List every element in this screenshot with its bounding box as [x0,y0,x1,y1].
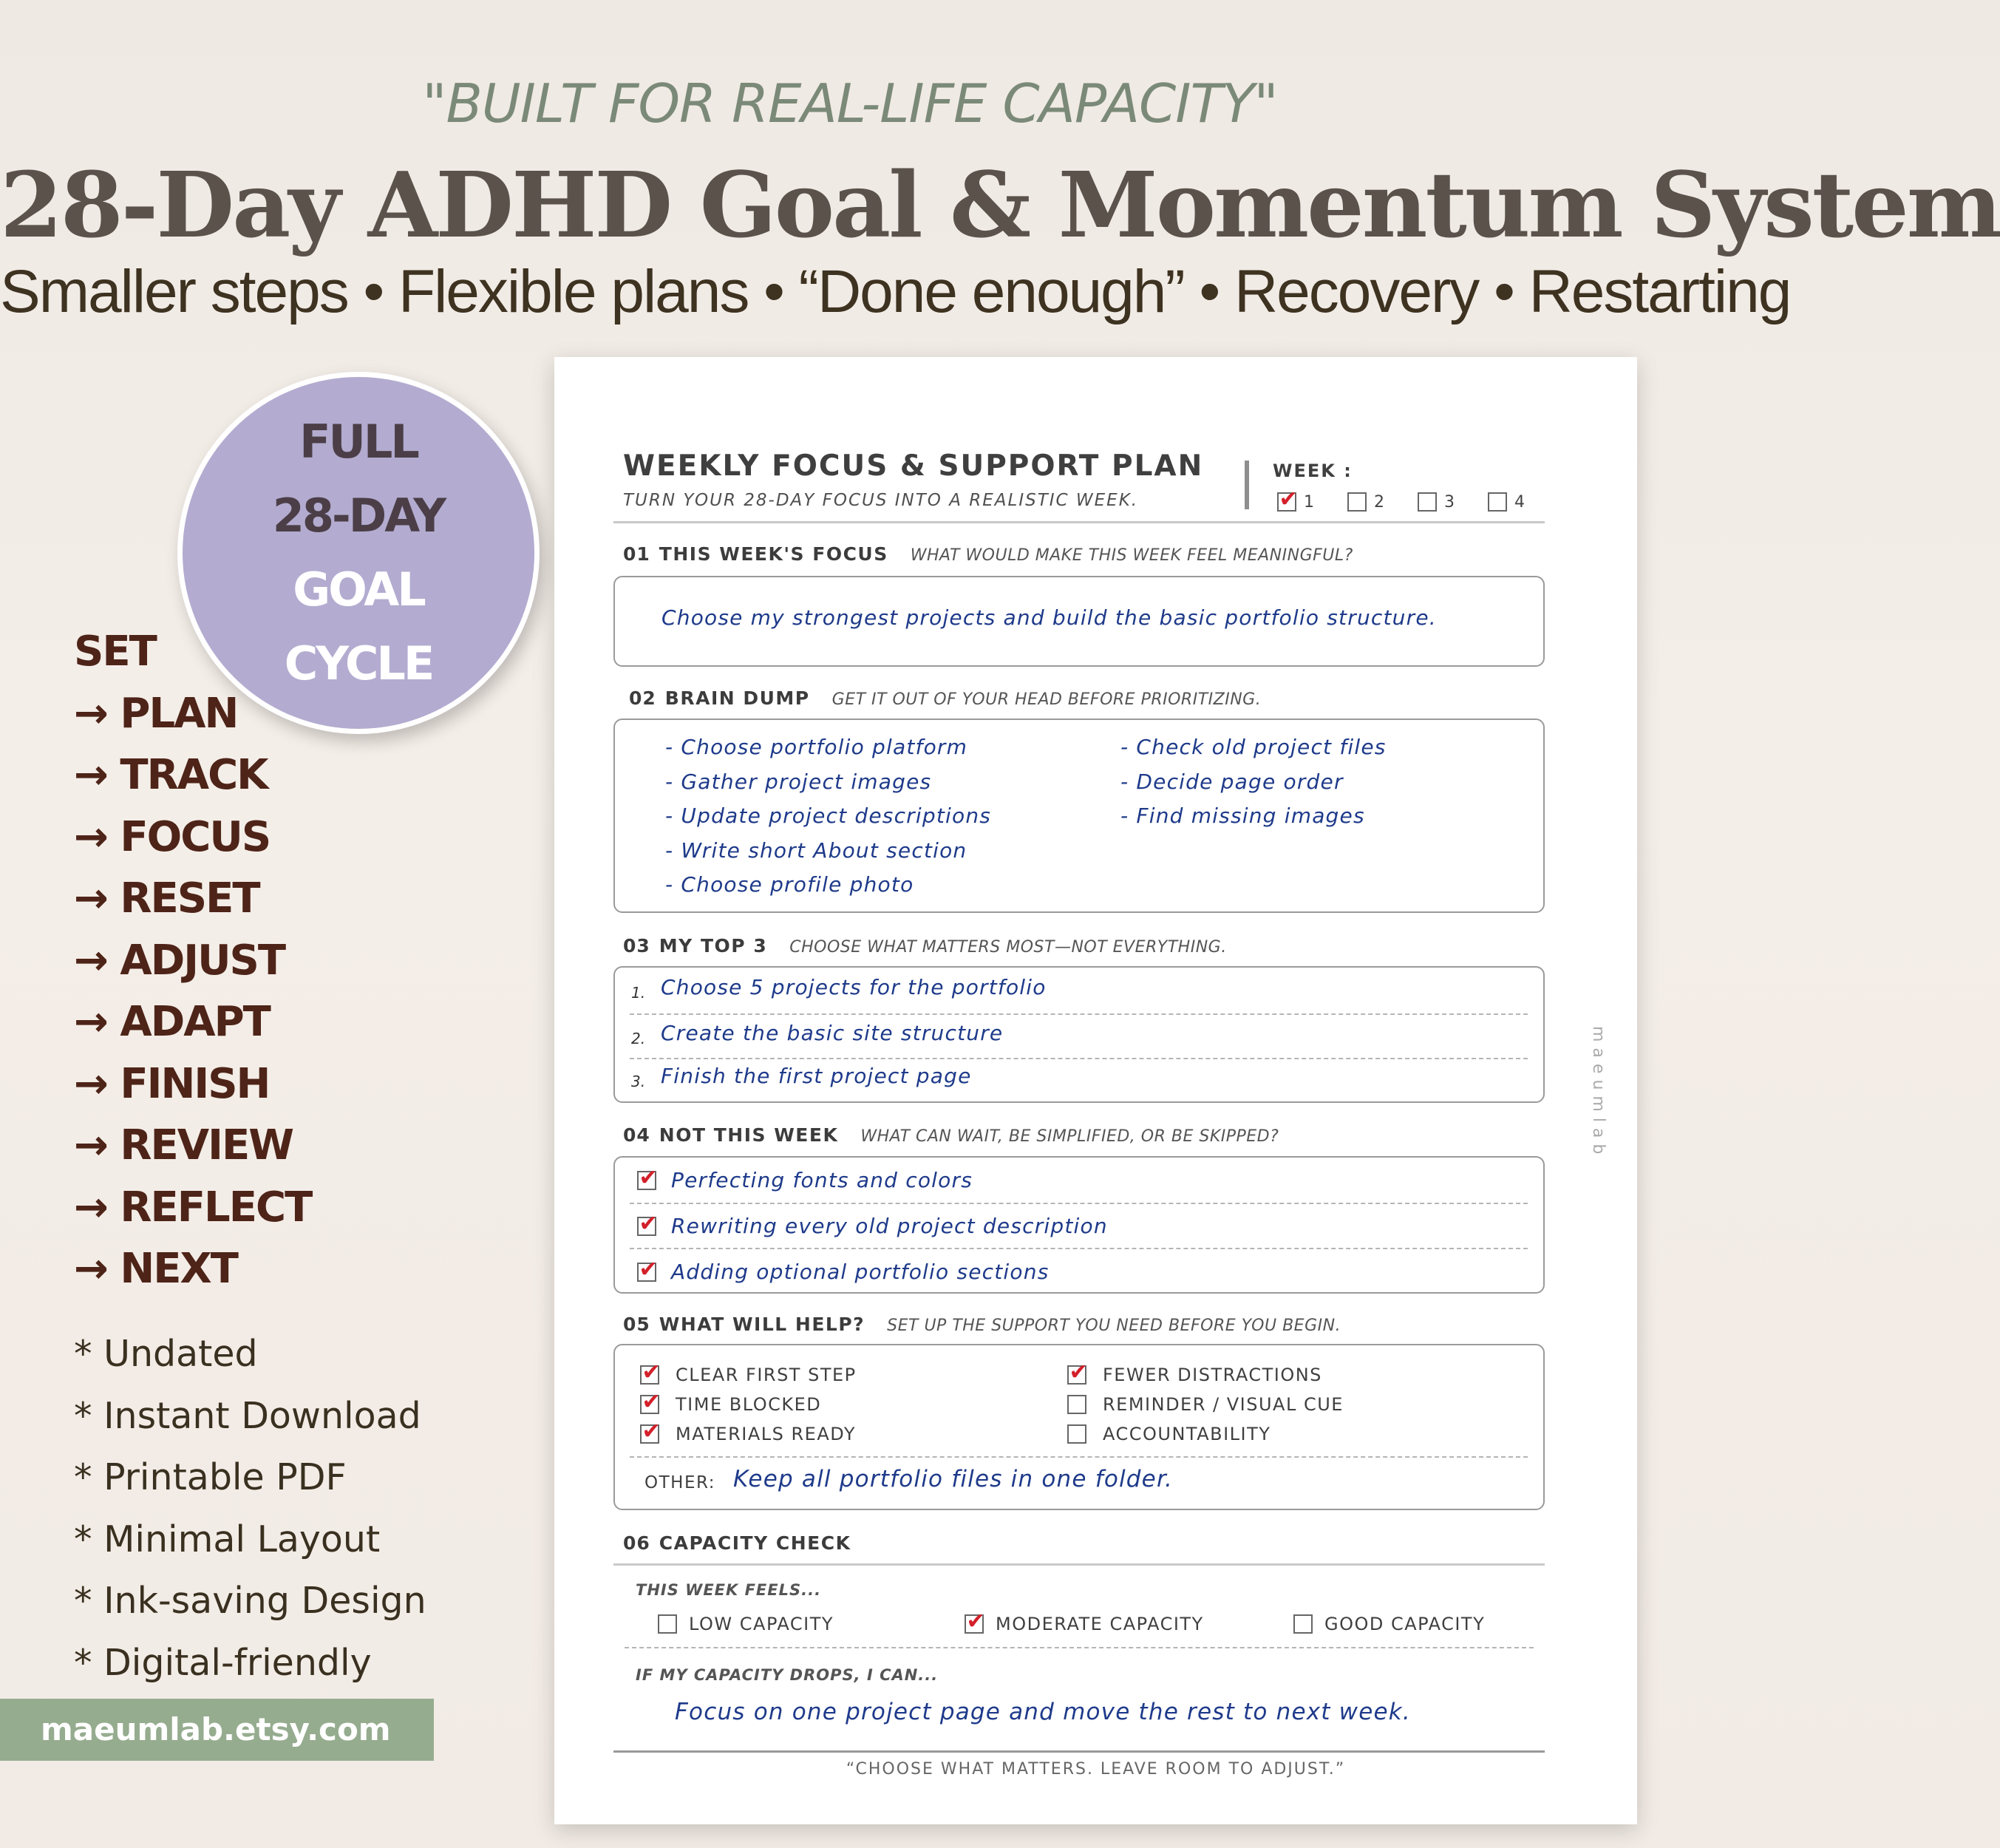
week-option[interactable] [1488,492,1558,512]
section-header-what-will-help [623,1314,1341,1335]
other-label: OTHER: [644,1473,716,1492]
capacity-option[interactable] [965,1608,1204,1634]
week-option[interactable] [1418,492,1488,512]
brain-dump-item: - Check old project files [1120,735,1387,759]
capacity-label: MODERATE CAPACITY [996,1614,1204,1634]
top3-number: 3. [631,1073,646,1090]
checkbox[interactable] [1293,1614,1313,1634]
section-number: 05 [623,1314,650,1335]
checkmark-icon: ✔ [642,1389,661,1415]
brain-dump-item: - Write short About section [665,838,967,863]
top3-number: 2. [631,1030,646,1047]
top3-row [630,1058,1528,1102]
support-option[interactable] [640,1390,857,1419]
footer-rule [613,1750,1545,1753]
step-item: → ADJUST [74,936,285,985]
capacity-option[interactable] [658,1614,834,1634]
checkbox[interactable] [1067,1359,1088,1385]
top3-number: 1. [631,984,646,1002]
top3-box[interactable] [613,966,1545,1103]
section-header-brain-dump [629,687,1261,709]
support-label: ACCOUNTABILITY [1103,1424,1271,1444]
week-number: 2 [1374,492,1384,512]
top3-text: Finish the first project page [661,1064,972,1088]
week-number: 4 [1514,492,1525,512]
section-hint: CHOOSE WHAT MATTERS MOST—NOT EVERYTHING. [789,938,1227,957]
other-text: Keep all portfolio files in one folder. [733,1466,1174,1492]
checkmark-icon: ✔ [639,1256,658,1283]
cycle-steps [74,621,311,1300]
checkmark-icon: ✔ [639,1164,658,1191]
not-this-week-box[interactable] [613,1156,1545,1294]
section-title: CAPACITY CHECK [659,1532,851,1554]
support-option[interactable] [1067,1390,1344,1419]
section-title: THIS WEEK'S FOCUS [659,543,888,565]
badge-line: FULL [299,415,418,469]
section-title: WHAT WILL HELP? [659,1314,865,1335]
step-item: → FOCUS [74,812,271,861]
step-item: → REVIEW [74,1121,293,1169]
checkmark-icon: ✔ [966,1608,985,1634]
step-item: SET [74,628,156,676]
feature-item: * Undated [74,1333,258,1375]
feature-item: * Minimal Layout [74,1518,381,1560]
checkbox[interactable] [1277,486,1298,512]
checkbox[interactable] [637,1256,658,1283]
brain-dump-item: - Gather project images [665,769,932,794]
feature-item: * Ink-saving Design [74,1580,426,1622]
planner-sheet [554,357,1637,1824]
top3-text: Choose 5 projects for the portfolio [661,975,1047,999]
capacity-label: LOW CAPACITY [689,1614,834,1634]
week-label: WEEK : [1273,461,1353,481]
step-item: → RESET [74,874,259,923]
section-header-focus [623,543,1353,565]
step-item: → ADAPT [74,998,270,1046]
week-selector [1277,486,1558,512]
skip-text: Perfecting fonts and colors [671,1168,973,1192]
checkmark-icon: ✔ [642,1359,661,1385]
step-item: → PLAN [74,689,238,738]
title-divider [1245,461,1249,509]
header-rule [613,521,1545,523]
top3-text: Create the basic site structure [661,1021,1004,1045]
skip-item [637,1256,1050,1284]
section-header-top3 [623,935,1227,957]
section-number: 04 [623,1124,650,1146]
tagline: "BUILT FOR REAL-LIFE CAPACITY" [422,72,1278,135]
row-divider [625,1647,1534,1648]
support-label: FEWER DISTRACTIONS [1103,1365,1322,1385]
checkbox[interactable] [1418,492,1437,512]
planner-title: WEEKLY FOCUS & SUPPORT PLAN [623,449,1204,483]
section-header-not-this-week [623,1124,1279,1146]
shop-url-banner[interactable]: maeumlab.etsy.com [0,1699,434,1761]
support-label: MATERIALS READY [676,1424,857,1444]
row-divider [630,1203,1528,1204]
feature-item: * Digital-friendly [74,1641,372,1684]
skip-item [637,1164,973,1192]
skip-item [637,1210,1108,1238]
section-number: 06 [623,1532,650,1554]
step-item: → NEXT [74,1245,237,1293]
feature-item: * Printable PDF [74,1456,347,1498]
checkbox[interactable] [640,1389,661,1415]
brand-watermark: maeumlab [1589,1026,1608,1161]
headline: 28-Day ADHD Goal & Momentum System [0,152,2000,258]
top3-row [630,1013,1528,1059]
section-header-capacity [623,1532,851,1554]
step-item: → TRACK [74,751,268,799]
section-hint: WHAT CAN WAIT, BE SIMPLIFIED, OR BE SKIPPED? [860,1127,1279,1146]
checkbox[interactable] [637,1164,658,1191]
drops-label: IF MY CAPACITY DROPS, I CAN... [636,1666,939,1684]
feels-label: THIS WEEK FEELS... [636,1581,822,1599]
checkbox[interactable] [1488,492,1507,512]
brain-dump-item: - Find missing images [1120,804,1365,828]
checkmark-icon: ✔ [639,1210,658,1237]
capacity-rule [613,1563,1545,1566]
brain-dump-item: - Choose profile photo [665,872,914,897]
checkbox[interactable] [1067,1395,1086,1414]
support-right-list [1067,1360,1344,1449]
checkbox[interactable] [1347,492,1367,512]
focus-box[interactable] [613,576,1545,667]
support-label: TIME BLOCKED [676,1394,822,1415]
section-hint: SET UP THE SUPPORT YOU NEED BEFORE YOU BEGIN. [887,1317,1341,1335]
section-title: NOT THIS WEEK [659,1124,839,1146]
week-option[interactable] [1347,492,1418,512]
subhead: Smaller steps • Flexible plans • “Done enough” • Recovery • Restarting [0,258,1791,325]
week-option[interactable] [1277,486,1347,512]
checkmark-icon: ✔ [1279,486,1298,512]
planner-subtitle: TURN YOUR 28-DAY FOCUS INTO A REALISTIC WEEK. [623,491,1139,510]
section-hint: GET IT OUT OF YOUR HEAD BEFORE PRIORITIZING. [831,690,1262,709]
skip-text: Adding optional portfolio sections [671,1260,1050,1284]
checkbox[interactable] [1067,1424,1086,1444]
brain-dump-right-list [1120,730,1387,834]
badge-line: GOAL [293,563,424,616]
section-title: BRAIN DUMP [664,687,810,709]
badge-line: CYCLE [284,636,433,690]
section-number: 03 [623,935,650,957]
support-option[interactable] [640,1360,857,1390]
checkbox[interactable] [965,1608,985,1634]
closing-quote: “CHOOSE WHAT MATTERS. LEAVE ROOM TO ADJUST.” [846,1760,1346,1779]
row-divider [630,1248,1528,1249]
brain-dump-box[interactable] [613,719,1545,913]
checkmark-icon: ✔ [1069,1359,1088,1385]
row-divider [630,1456,1528,1458]
checkbox[interactable] [637,1210,658,1237]
support-left-list [640,1360,857,1449]
capacity-option[interactable] [1293,1614,1485,1634]
brain-dump-left-list [665,730,991,903]
drops-text: Focus on one project page and move the rest to next week. [675,1699,1411,1725]
brain-dump-item: - Update project descriptions [665,804,992,828]
section-number: 01 [623,543,650,565]
support-label: REMINDER / VISUAL CUE [1103,1394,1344,1415]
support-option[interactable] [640,1419,857,1449]
step-item: → REFLECT [74,1183,312,1232]
support-option[interactable] [1067,1360,1344,1390]
focus-text: Choose my strongest projects and build the basic portfolio structure. [661,605,1437,630]
section-hint: WHAT WOULD MAKE THIS WEEK FEEL MEANINGFUL? [910,546,1353,565]
top3-row [630,968,1528,1013]
checkbox[interactable] [640,1419,661,1444]
section-number: 02 [629,687,656,709]
feature-item: * Instant Download [74,1394,421,1437]
support-option[interactable] [1067,1419,1344,1449]
checkbox[interactable] [640,1359,661,1385]
feature-list [74,1323,426,1694]
skip-text: Rewriting every old project description [671,1214,1108,1238]
week-number: 3 [1444,492,1455,512]
capacity-label: GOOD CAPACITY [1324,1614,1486,1634]
checkbox[interactable] [658,1614,677,1634]
section-title: MY TOP 3 [659,935,768,957]
brain-dump-item: - Decide page order [1120,769,1344,794]
checkmark-icon: ✔ [642,1419,661,1444]
support-label: CLEAR FIRST STEP [676,1365,857,1385]
step-item: → FINISH [74,1059,270,1108]
brain-dump-item: - Choose portfolio platform [665,735,968,759]
badge-line: 28-DAY [272,489,445,543]
support-box[interactable] [613,1344,1545,1510]
week-number: 1 [1304,492,1314,512]
